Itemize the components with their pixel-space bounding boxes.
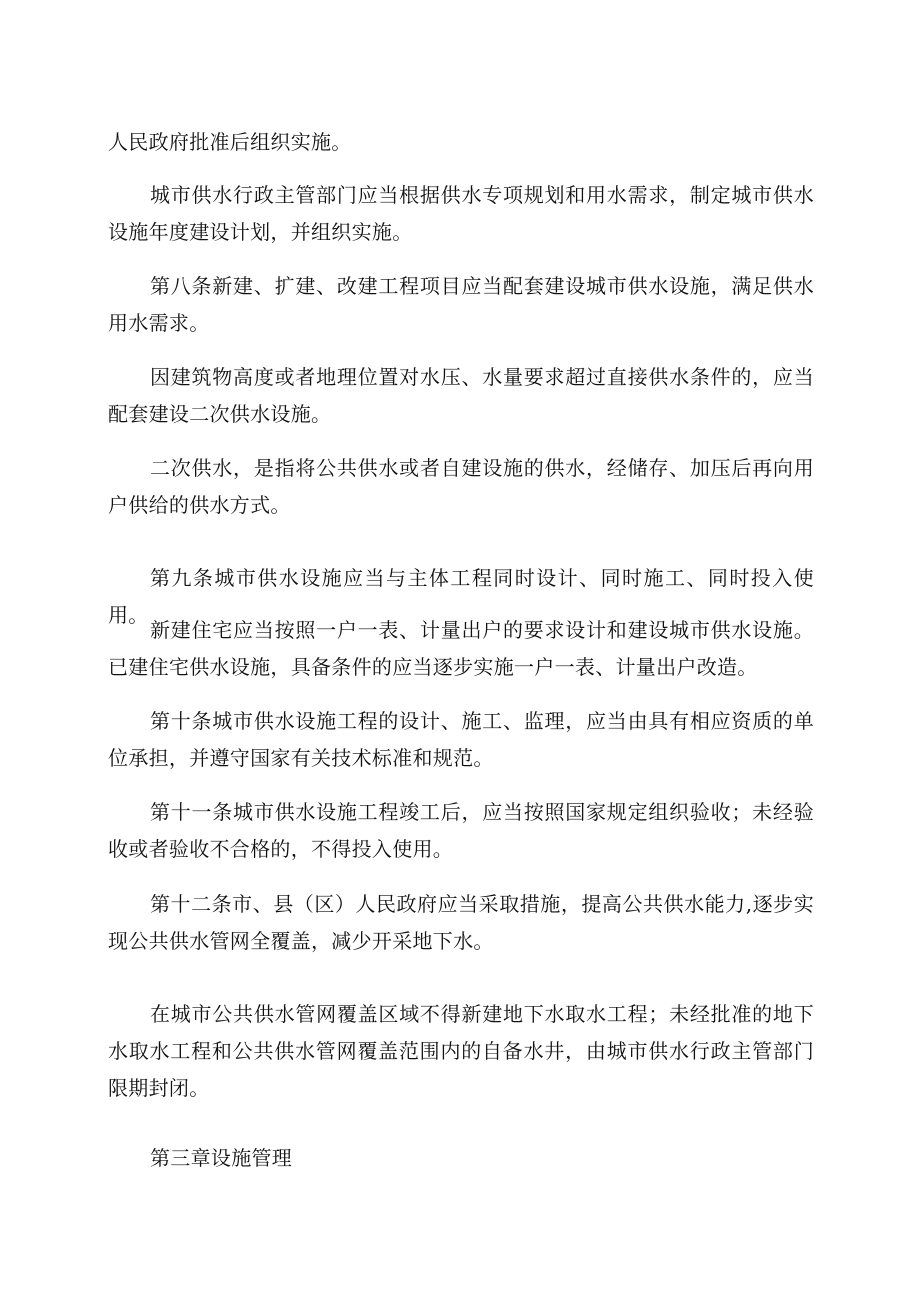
paragraph-article-12: 第十二条市、县（区）人民政府应当采取措施，提高公共供水能力,逐步实现公共供水管网全覆盖，减少开采地下水。 [108,892,814,953]
paragraph-continuation: 人民政府批准后组织实施。 [108,130,352,154]
paragraph-article-8: 第八条新建、扩建、改建工程项目应当配套建设城市供水设施，满足供水用水需求。 [108,274,814,335]
paragraph-article-11: 第十一条城市供水设施工程竣工后，应当按照国家规定组织验收；未经验收或者验收不合格的，不得投入使用。 [108,800,814,861]
paragraph-secondary-supply-requirement: 因建筑物高度或者地理位置对水压、水量要求超过直接供水条件的，应当配套建设二次供水设施。 [108,365,814,426]
chapter-heading: 第三章设施管理 [150,1146,293,1170]
paragraph-secondary-supply-definition: 二次供水，是指将公共供水或者自建设施的供水，经储存、加压后再向用户供给的供水方式。 [108,456,814,517]
paragraph-article-9: 第九条城市供水设施应当与主体工程同时设计、同时施工、同时投入使用。 [108,566,814,627]
paragraph-construction-plan: 城市供水行政主管部门应当根据供水专项规划和用水需求，制定城市供水设施年度建设计划，并组织实施。 [108,183,814,244]
paragraph-article-10: 第十条城市供水设施工程的设计、施工、监理，应当由具有相应资质的单位承担，并遵守国家有关技术标准和规范。 [108,709,814,770]
paragraph-groundwater-wells: 在城市公共供水管网覆盖区域不得新建地下水取水工程；未经批准的地下水取水工程和公共供水管网覆盖范围内的自备水井，由城市供水行政主管部门限期封闭。 [108,1002,814,1100]
paragraph-new-housing-metering: 新建住宅应当按照一户一表、计量出户的要求设计和建设城市供水设施。已建住宅供水设施，具备条件的应当逐步实施一户一表、计量出户改造。 [108,618,814,679]
